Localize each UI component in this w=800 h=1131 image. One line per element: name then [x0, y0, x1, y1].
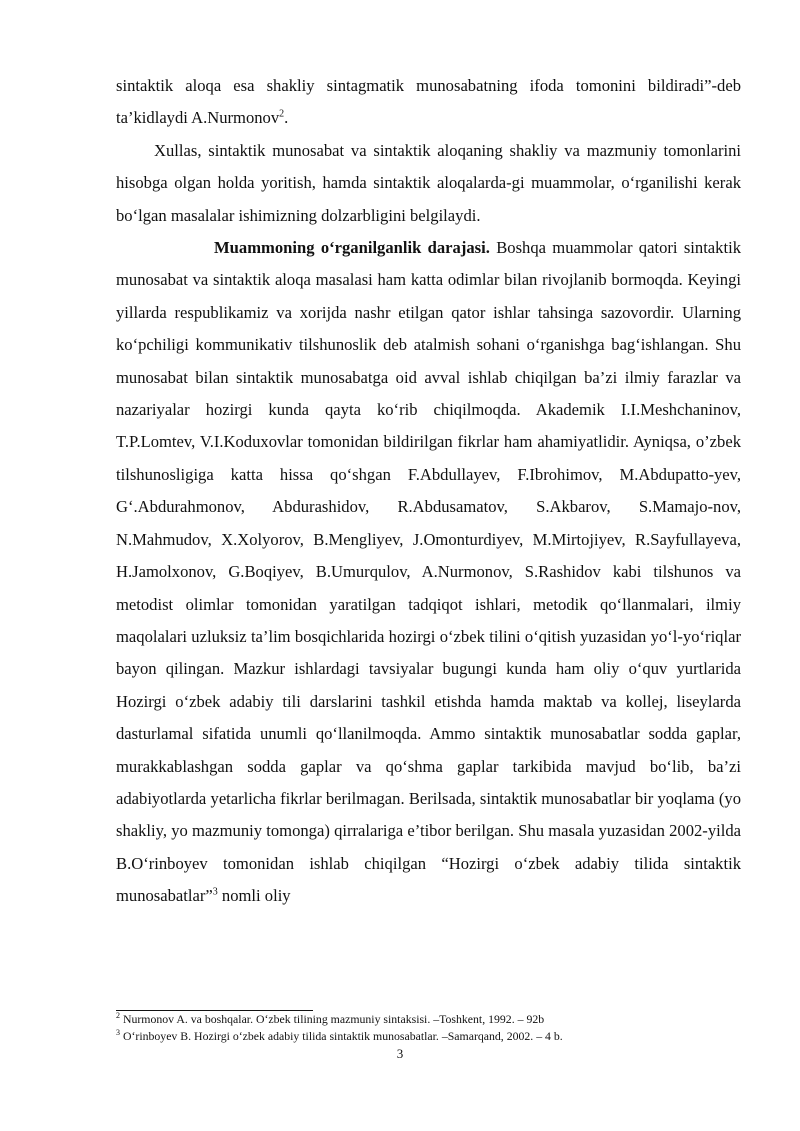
body-text: [116, 70, 741, 913]
footnote-2: [116, 1011, 741, 1028]
section-heading: Muammoning o‘rganilganlik darajasi.: [214, 238, 490, 258]
page-number: 3: [396, 1046, 404, 1061]
footnote-3: [116, 1028, 741, 1045]
footnote-ref-3[interactable]: 3: [212, 886, 218, 898]
paragraph-tail: nomli oliy: [217, 886, 291, 906]
paragraph-3: [116, 232, 741, 913]
paragraph-text: Boshqa muammolar qatori sintaktik munosabat va sintaktik aloqa masalasi ham katta odimlar bilan rivojlanib bormoqda. Keyingi yillarda respublikamiz va xorijda nashr etilgan qator ishlar tahsinga sazovordir. Ularning ko‘pchiligi kommunikativ tilshunoslik deb atalmish sohani o‘rganishga bag‘ishlangan. Shu munosabat bilan sintaktik munosabatga oid avval ishlab chiqilgan ba’zi ilmiy farazlar va nazariyalar hozirgi kunda qayta ko‘rib chiqilmoqda. Akademik I.I.Meshchaninov, T.P.Lomtev, V.I.Koduxovlar tomonidan bildirilgan fikrlar ham ahamiyatlidir. Ayniqsa, o’zbek tilshunosligiga katta hissa qo‘shgan F.Abdullayev, F.Ibrohimov, M.Abdupatto-yev, G‘.Abdurahmonov, Abdurashidov, R.Abdusamatov, S.Akbarov, S.Mamajo-nov, N.Mahmudov, X.Xolyorov, B.Mengliyev, J.Omonturdiyev, M.Mirtojiyev, R.Sayfullayeva, H.Jamolxonov, G.Boqiyev, B.Umurqulov, A.Nurmonov, S.Rashidov kabi tilshunos va metodist olimlar tomonidan yaratilgan tadqiqot ishlari, metodik qo‘llanmalari, ilmiy maqolalari uzluksiz ta’lim bosqichlarida hozirgi o‘zbek tilini o‘qitish yuzasidan yo‘l-yo‘riqlar bayon qilingan. Mazkur ishlardagi tavsiyalar bugungi kunda ham oliy o‘quv yurtlarida Hozirgi o‘zbek adabiy tili darslarini tashkil etishda hamda maktab va kollej, liseylarda dasturlamal sifatida unumli qo‘llanilmoqda. Ammo sintaktik munosabatlar sodda gaplar, murakkablashgan sodda gaplar va qo‘shma gaplar tarkibida mavjud bo‘lib, ba’zi adabiyotlarda yetarlicha fikrlar berilmagan. Berilsada, sintaktik munosabatlar bir yoqlama (yo shakliy, yo mazmuniy tomonga) qirralariga e’tibor berilgan. Shu masala yuzasidan 2002-yilda B.O‘rinboyev tomonidan ishlab chiqilgan “Hozirgi o‘zbek adabiy tilida sintaktik munosabatlar”: [116, 238, 741, 906]
paragraph-1: [116, 70, 741, 135]
footnote-text: Nurmonov A. va boshqalar. O‘zbek tilining mazmuniy sintaksisi. –Toshkent, 1992. – 92b: [120, 1012, 545, 1026]
footnote-mark: 3: [116, 1028, 120, 1038]
footnote-ref-2[interactable]: 2: [279, 108, 285, 120]
footnote-mark: 2: [116, 1011, 120, 1021]
paragraph-text: Xullas, sintaktik munosabat va sintaktik aloqaning shakliy va mazmuniy tomonlarini hisobga olgan holda yoritish, hamda sintaktik aloqalarda-gi muammolar, o‘rganilishi kerak bo‘lgan masalalar ishimizning dolzarbligini belgilaydi.: [116, 140, 741, 225]
paragraph-2: [116, 135, 741, 232]
paragraph-text: sintaktik aloqa esa shakliy sintagmatik munosabatning ifoda tomonini bildiradi”-deb ta’kidlaydi A.Nurmonov: [116, 76, 741, 128]
footnote-text: O‘rinboyev B. Hozirgi o‘zbek adabiy tilida sintaktik munosabatlar. –Samarqand, 2002. – 4 b.: [120, 1029, 563, 1043]
paragraph-tail: .: [284, 108, 289, 128]
footnotes: [116, 1011, 741, 1045]
